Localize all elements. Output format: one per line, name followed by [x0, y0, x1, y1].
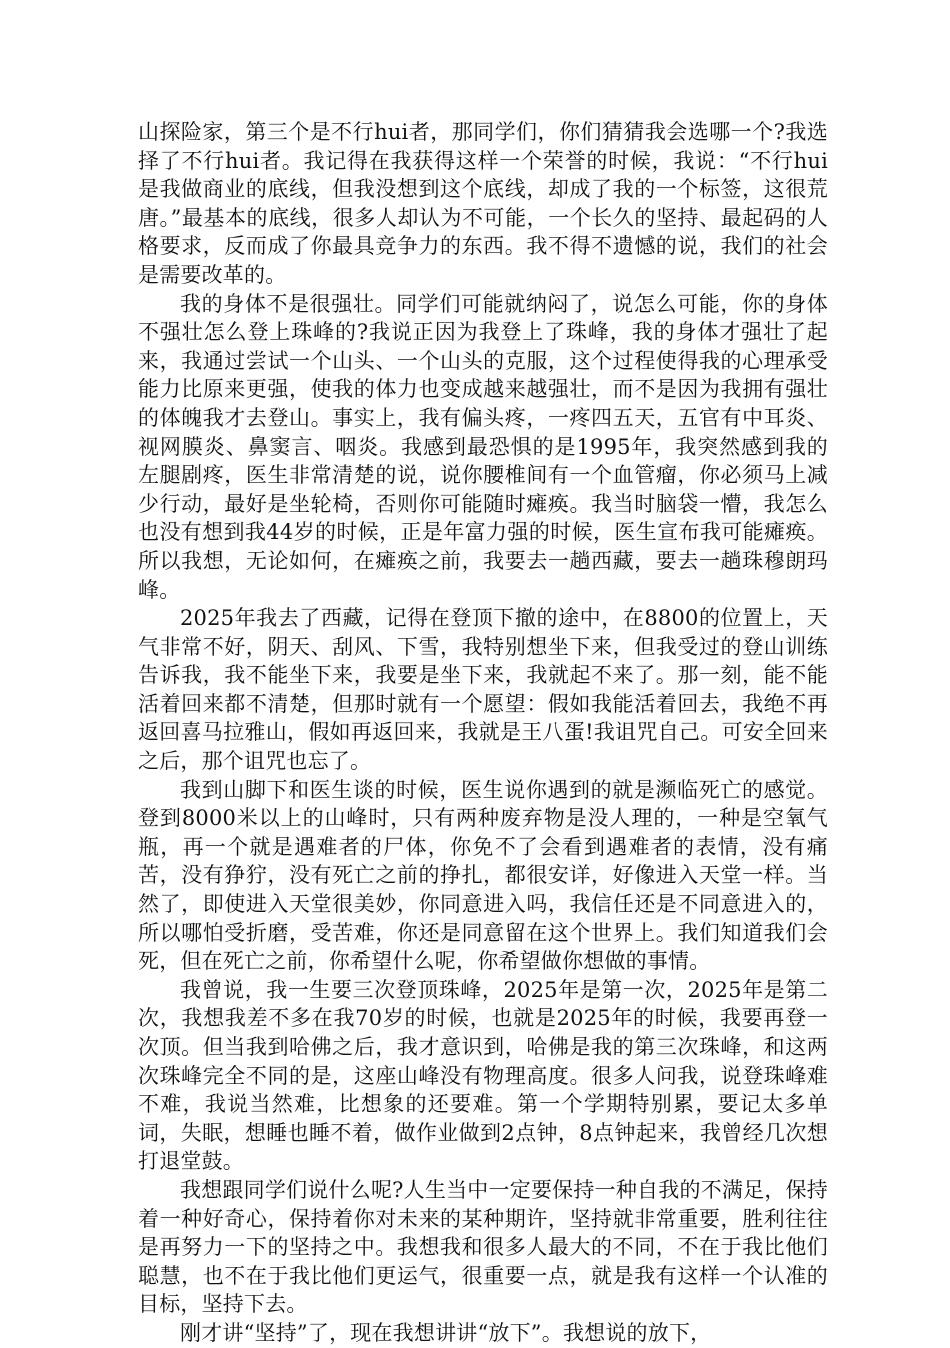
paragraph-1: 山探险家，第三个是不行hui者，那同学们，你们猜猜我会选哪一个?我选择了不行hui者。我记得在我获得这样一个荣誉的时候，我说：“不行hui是我做商业的底线，但我没想到这个底线，却成了我的一个标签，这很荒唐。”最基本的底线，很多人却认为不可能，一个长久的坚持、最起码的人格要求，反而成了你最具竞争力的东西。我不得不遗憾的说，我们的社会是需要改革的。 [138, 120, 828, 287]
paragraph-4: 我到山脚下和医生谈的时候，医生说你遇到的就是濒临死亡的感觉。登到8000米以上的山峰时，只有两种废弃物是没人理的，一种是空氧气瓶，再一个就是遇难者的尸体，你免不了会看到遇难者的表情，没有痛苦，没有狰狞，没有死亡之前的挣扎，都很安详，好像进入天堂一样。当然了，即使进入天堂很美妙，你同意进入吗，我信任还是不同意进入的，所以哪怕受折磨，受苦难，你还是同意留在这个世界上。我们知道我们会死，但在死亡之前，你希望什么呢，你希望做你想做的事情。 [138, 777, 828, 974]
paragraph-5: 我曾说，我一生要三次登顶珠峰，2025年是第一次，2025年是第二次，我想我差不多在我70岁的时候，也就是2025年的时候，我要再登一次顶。但当我到哈佛之后，我才意识到，哈佛是我的第三次珠峰，和这两次珠峰完全不同的是，这座山峰没有物理高度。很多人问我，说登珠峰难不难，我说当然难，比想象的还要难。第一个学期特别累，要记太多单词，失眠，想睡也睡不着，做作业做到2点钟，8点钟起来，我曾经几次想打退堂鼓。 [138, 977, 828, 1174]
paragraph-2: 我的身体不是很强壮。同学们可能就纳闷了，说怎么可能，你的身体不强壮怎么登上珠峰的?我说正因为我登上了珠峰，我的身体才强壮了起来，我通过尝试一个山头、一个山头的克服，这个过程使得我的心理承受能力比原来更强，使我的体力也变成越来越强壮，而不是因为我拥有强壮的体魄我才去登山。事实上，我有偏头疼，一疼四五天，五官有中耳炎、视网膜炎、鼻窦言、咽炎。我感到最恐惧的是1995年，我突然感到我的左腿剧疼，医生非常清楚的说，说你腰椎间有一个血管瘤，你必须马上减少行动，最好是坐轮椅，否则你可能随时瘫痪。我当时脑袋一懵，我怎么也没有想到我44岁的时候，正是年富力强的时候，医生宣布我可能瘫痪。所以我想，无论如何，在瘫痪之前，我要去一趟西藏，要去一趟珠穆朗玛峰。 [138, 291, 828, 602]
paragraph-3: 2025年我去了西藏，记得在登顶下撤的途中，在8800的位置上，天气非常不好，阴天、刮风、下雪，我特别想坐下来，但我受过的登山训练告诉我，我不能坐下来，我要是坐下来，我就起不来了。那一刻，能不能活着回来都不清楚，但那时就有一个愿望：假如我能活着回去，我绝不再返回喜马拉雅山，假如再返回来，我就是王八蛋!我诅咒自己。可安全回来之后，那个诅咒也忘了。 [138, 606, 828, 774]
document-body [138, 118, 828, 1348]
paragraph-6: 我想跟同学们说什么呢?人生当中一定要保持一种自我的不满足，保持着一种好奇心，保持着你对未来的某种期许，坚持就非常重要，胜利往往是再努力一下的坚持之中。我想我和很多人最大的不同，不在于我比他们聪慧，也不在于我比他们更运气，很重要一点，就是我有这样一个认准的目标，坚持下去。 [138, 1177, 828, 1317]
paragraph-7: 刚才讲“坚持”了，现在我想讲讲“放下”。我想说的放下， [180, 1320, 712, 1345]
